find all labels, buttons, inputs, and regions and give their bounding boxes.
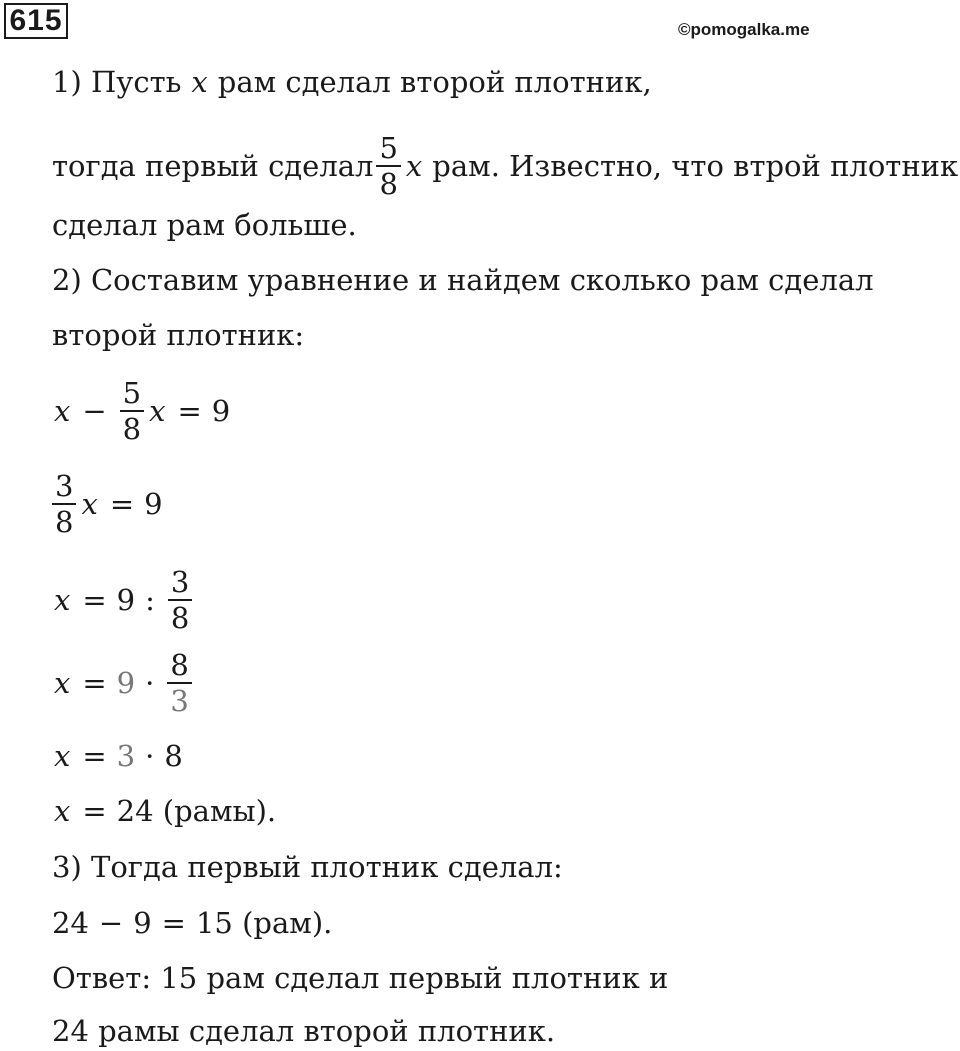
fraction-numerator: 5: [122, 376, 142, 410]
variable-x: x: [149, 394, 166, 428]
equals-sign: =: [161, 906, 186, 940]
variable-x: x: [54, 794, 71, 828]
fraction-numerator: 8: [170, 648, 189, 682]
answer-line-1: [52, 958, 668, 998]
variable-x: x: [54, 394, 71, 428]
fraction-denominator: 8: [55, 505, 74, 539]
text-line-1: [52, 62, 652, 102]
value-nine-cancelled: 9: [116, 666, 136, 700]
multiply-dot: ·: [145, 739, 155, 773]
answer-text-2: 24 рамы сделал второй плотник.: [52, 1014, 556, 1048]
equation-6: [52, 791, 276, 831]
fraction-numerator: 5: [379, 131, 398, 165]
equation-7: [52, 903, 332, 943]
fraction-denominator-cancelled: 3: [170, 684, 189, 718]
text-line-5: [52, 315, 304, 355]
fraction-denominator: 8: [379, 167, 398, 201]
watermark-text: ©pomogalka.me: [678, 20, 810, 39]
line-4: 2) Составим уравнение и найдем сколько рам сделал: [52, 263, 874, 297]
value-eight: 8: [164, 739, 183, 773]
equals-sign: =: [82, 666, 107, 700]
text-line-2: [52, 131, 959, 201]
minus-sign: −: [82, 394, 107, 428]
equals-sign: =: [109, 487, 135, 521]
fraction-numerator: 3: [170, 565, 190, 599]
equals-sign: =: [82, 794, 107, 828]
answer-line-2: [52, 1011, 555, 1051]
multiply-dot: ·: [145, 666, 155, 700]
text-line-step-3: [52, 847, 563, 887]
text-line-4: [52, 260, 874, 300]
equation-3: [52, 565, 195, 635]
equation-4: [52, 648, 195, 718]
value-24: 24: [52, 906, 89, 940]
fraction-8-3: [167, 650, 191, 716]
division-sign: :: [145, 583, 155, 617]
variable-x: x: [191, 65, 208, 99]
equation-5: [52, 736, 183, 776]
value-nine: 9: [116, 583, 136, 617]
text-line-3: [52, 205, 357, 245]
value-three-reduced: 3: [116, 739, 136, 773]
line-1-end: рам сделал второй плотник,: [217, 65, 652, 99]
equation-2: [52, 469, 163, 539]
variable-x: x: [405, 149, 423, 183]
line-3: сделал рам больше.: [52, 208, 357, 242]
equals-sign: =: [82, 583, 107, 617]
value-nine: 9: [144, 487, 163, 521]
variable-x: x: [54, 739, 71, 773]
variable-x: x: [54, 666, 71, 700]
fraction-numerator: 3: [55, 469, 74, 503]
answer-text-1: Ответ: 15 рам сделал первый плотник и: [52, 961, 669, 995]
fraction-denominator: 8: [122, 412, 142, 446]
line-5: второй плотник:: [52, 318, 305, 352]
line-2-end: рам. Известно, что втрой плотник: [432, 149, 959, 183]
fraction-3-8: [52, 471, 76, 537]
line-step-3: 3) Тогда первый плотник сделал:: [52, 850, 563, 884]
equals-sign: =: [177, 394, 202, 428]
problem-number: 615: [4, 3, 68, 39]
variable-x: x: [54, 583, 71, 617]
fraction-denominator: 8: [170, 601, 190, 635]
fraction-5-8: [376, 133, 400, 199]
variable-x: x: [81, 487, 98, 521]
equation-1: [52, 376, 231, 446]
fraction-3-8: [168, 567, 192, 633]
value-nine: 9: [211, 394, 231, 428]
value-9: 9: [133, 906, 152, 940]
result-x-value: 24 (рамы).: [116, 794, 277, 828]
equals-sign: =: [82, 739, 107, 773]
minus-sign: −: [98, 906, 124, 940]
line-2-start: тогда первый сделал: [52, 149, 374, 183]
result-first-carpenter: 15 (рам).: [195, 906, 333, 940]
fraction-5-8: [120, 378, 144, 444]
line-1-start: 1) Пусть: [52, 65, 182, 99]
